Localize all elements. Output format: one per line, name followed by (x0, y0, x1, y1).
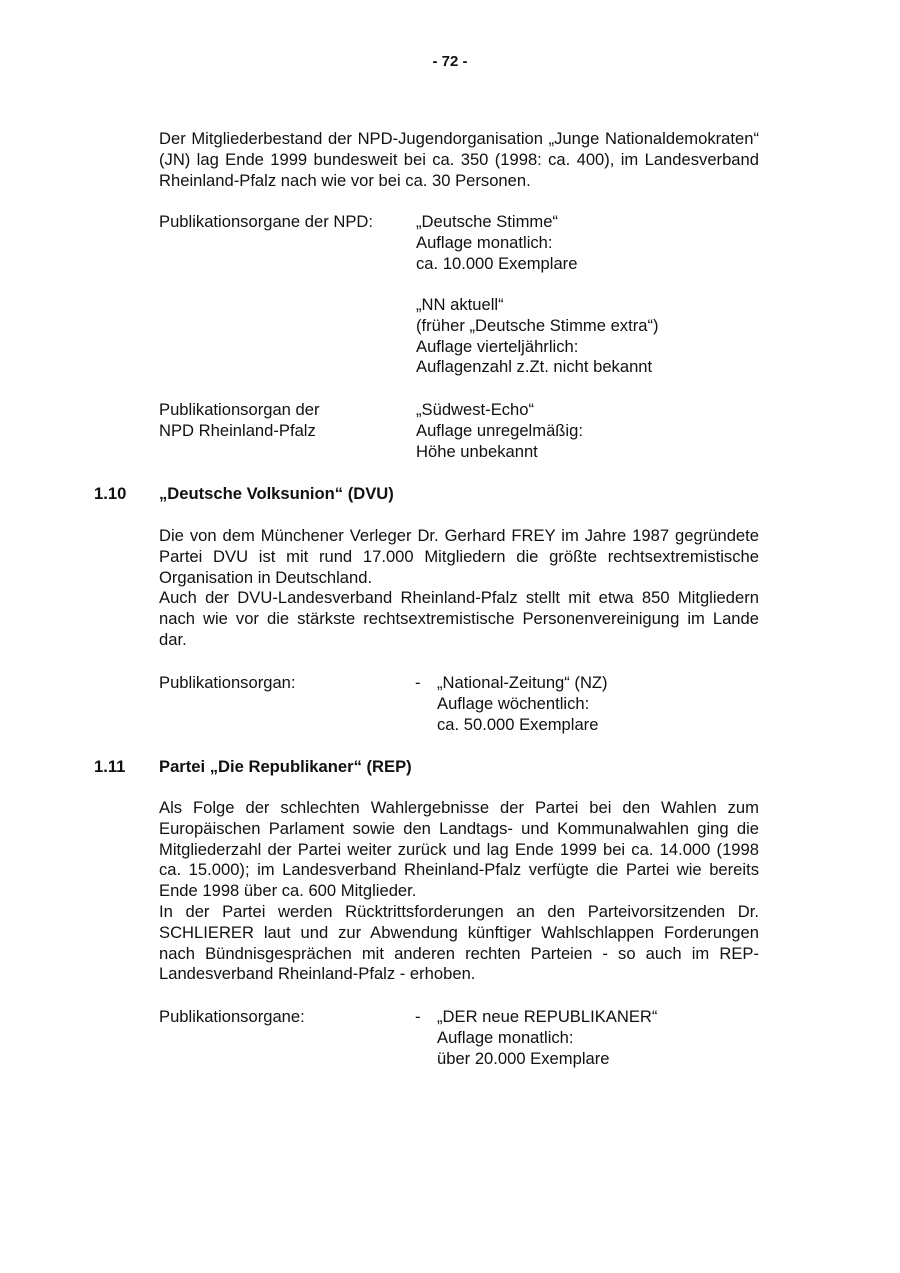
rep-paragraphs (159, 798, 759, 985)
paragraph-text: Auch der DVU-Landesverband Rheinland-Pfalz stellt mit etwa 850 Mitgliedern nach wie vor die stärkste rechtsextremistische Personenvereinigung im Lande dar. (159, 588, 759, 649)
section-title: „Deutsche Volksunion“ (DVU) (159, 484, 394, 503)
dvu-paragraphs (159, 526, 759, 651)
section-title: Partei „Die Republikaner“ (REP) (159, 757, 412, 776)
npd-rp-publication-suedwest-echo (416, 400, 583, 462)
label-line: Publikationsorgan der (159, 400, 320, 419)
publication-line: „Deutsche Stimme“ (416, 212, 559, 231)
label-line: NPD Rheinland-Pfalz (159, 420, 316, 440)
rep-publication-dash: - (415, 1007, 421, 1026)
npd-rp-publication-label (159, 400, 320, 442)
publication-line: (früher „Deutsche Stimme extra“) (416, 315, 659, 335)
publication-line: „Südwest-Echo“ (416, 400, 535, 419)
publication-line: über 20.000 Exemplare (437, 1048, 610, 1068)
intro-paragraph (159, 129, 759, 191)
paragraph-text: Die von dem Münchener Verleger Dr. Gerhard FREY im Jahre 1987 gegründete Partei DVU ist mit rund 17.000 Mitgliedern die größte rechtsextremistische Organisation in Deutschland. (159, 526, 759, 587)
rep-publication-label: Publikationsorgane: (159, 1007, 305, 1026)
publication-line: ca. 10.000 Exemplare (416, 253, 578, 273)
npd-publication-deutsche-stimme (416, 212, 577, 274)
publication-line: Auflagenzahl z.Zt. nicht bekannt (416, 357, 653, 377)
paragraph-text: In der Partei werden Rücktrittsforderungen an den Parteivorsitzenden Dr. SCHLIERER laut und zur Abwendung künftiger Wahlschlappen Forderungen nach Bündnisgesprächen mit anderen rechten Parteien - so auch im REP-Landesverband Rheinland-Pfalz - erhoben. (159, 901, 759, 984)
dvu-publication-label: Publikationsorgan: (159, 673, 296, 692)
rep-publication-der-neue-republikaner (437, 1007, 657, 1069)
publication-line: ca. 50.000 Exemplare (437, 714, 599, 734)
dvu-publication-national-zeitung (437, 673, 608, 735)
publication-line: Auflage monatlich: (437, 1027, 574, 1047)
page-number: - 72 - (432, 53, 468, 70)
publication-line: Auflage wöchentlich: (437, 693, 590, 713)
npd-publications-label: Publikationsorgane der NPD: (159, 212, 373, 231)
publication-line: Höhe unbekannt (416, 441, 538, 461)
paragraph-text: Als Folge der schlechten Wahlergebnisse der Partei bei den Wahlen zum Europäischen Parlament sowie den Landtags- und Kommunalwahlen ging die Mitgliederzahl der Partei weiter zurück und lag Ende 1999 bei ca. 14.000 (1998 ca. 15.000); im Landesverband Rheinland-Pfalz verfügte die Partei wie bereits Ende 1998 über ca. 600 Mitglieder. (159, 798, 759, 901)
publication-line: „NN aktuell“ (416, 295, 504, 314)
publication-line: Auflage unregelmäßig: (416, 420, 583, 440)
publication-line: „National-Zeitung“ (NZ) (437, 673, 608, 692)
section-number: 1.11 (94, 757, 126, 776)
dvu-publication-dash: - (415, 673, 421, 692)
npd-publication-nn-aktuell (416, 295, 659, 378)
publication-line: Auflage vierteljährlich: (416, 336, 579, 356)
publication-line: „DER neue REPUBLIKANER“ (437, 1007, 658, 1026)
publication-line: Auflage monatlich: (416, 232, 553, 252)
paragraph-text: Der Mitgliederbestand der NPD-Jugendorganisation „Junge Nationaldemokraten“ (JN) lag Ende 1999 bundesweit bei ca. 350 (1998: ca. 400), im Landesverband Rheinland-Pfalz nach wie vor bei ca. 30 Personen. (159, 129, 759, 190)
section-number: 1.10 (94, 484, 127, 503)
